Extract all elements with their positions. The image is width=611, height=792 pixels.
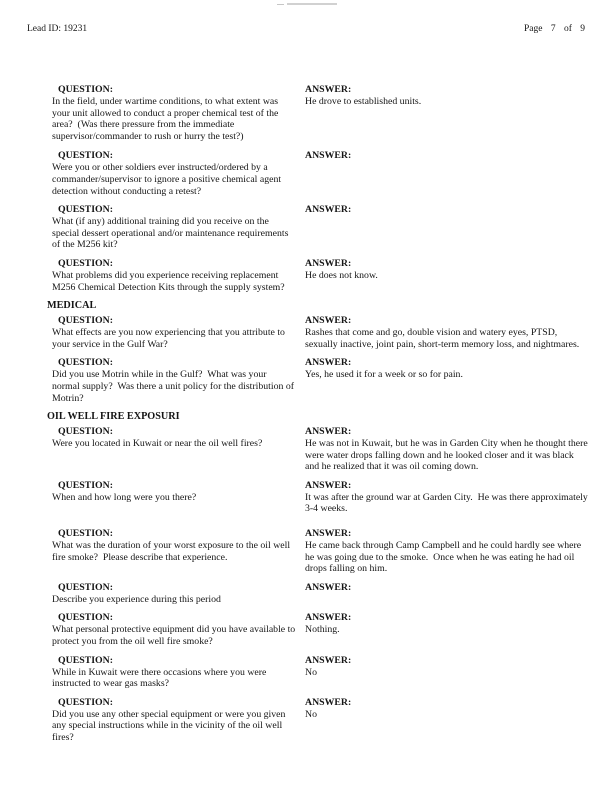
question-block xyxy=(52,204,302,251)
answer-text: No xyxy=(305,666,317,678)
answer-text: Nothing. xyxy=(305,624,340,636)
question-label: QUESTION: xyxy=(58,479,113,491)
question-block xyxy=(52,426,302,450)
answer-label: ANSWER: xyxy=(305,257,352,269)
answer-label: ANSWER: xyxy=(305,426,352,438)
answer-label: ANSWER: xyxy=(305,479,352,491)
answer-block xyxy=(305,655,591,679)
question-text: What (if any) additional training did you receive on the special dessert operational and/or maintenance requirements of the M256 kit? xyxy=(52,216,291,251)
answer-label: ANSWER: xyxy=(305,581,352,593)
answer-block xyxy=(305,315,591,350)
section-heading: MEDICAL xyxy=(47,300,97,312)
question-text: Describe you experience during this period xyxy=(52,593,221,605)
answer-block xyxy=(305,528,591,575)
answer-block xyxy=(305,612,591,636)
question-label: QUESTION: xyxy=(58,357,113,369)
question-text: Were you or other soldiers ever instructed/ordered by a commander/supervisor to ignore a positive chemical agent detection without conducting a retest? xyxy=(52,162,284,197)
answer-block xyxy=(305,357,591,381)
answer-label: ANSWER: xyxy=(305,204,352,216)
question-block xyxy=(52,150,302,197)
qa-row xyxy=(52,612,591,647)
question-text: What effects are you now experiencing that you attribute to your service in the Gulf War? xyxy=(52,327,288,350)
answer-label: ANSWER: xyxy=(305,612,352,624)
question-label: QUESTION: xyxy=(58,257,113,269)
qa-row xyxy=(52,697,591,744)
question-label: QUESTION: xyxy=(58,150,113,162)
qa-row xyxy=(52,528,591,575)
question-text: In the field, under wartime conditions, to what extent was your unit allowed to conduct a proper chemical test of the area? (Was there pressure from the immediate supervisor/commander to rush or hurry the test?) xyxy=(52,96,281,142)
answer-text: He does not know. xyxy=(305,269,378,281)
answer-block xyxy=(305,426,591,473)
answer-text: It was after the ground war at Garden City. He was there approximately 3-4 weeks. xyxy=(305,491,591,515)
qa-row xyxy=(52,315,591,350)
question-block xyxy=(52,528,302,563)
answer-block xyxy=(305,150,591,162)
answer-label: ANSWER: xyxy=(305,150,352,162)
answer-label: ANSWER: xyxy=(305,696,352,708)
question-text: What personal protective equipment did you have available to protect you from the oil well fire smoke? xyxy=(52,624,298,648)
question-block xyxy=(52,357,302,404)
question-block xyxy=(52,315,302,350)
qa-row xyxy=(52,655,591,690)
answer-block xyxy=(305,258,591,282)
lead-id-label: Lead ID: 19231 xyxy=(27,24,88,34)
answer-text: No xyxy=(305,708,317,720)
qa-row xyxy=(52,258,591,293)
question-label: QUESTION: xyxy=(58,315,113,327)
qa-row xyxy=(52,84,591,142)
question-text: What was the duration of your worst exposure to the oil well fire smoke? Please describe that experience. xyxy=(52,540,293,563)
answer-label: ANSWER: xyxy=(305,315,352,327)
qa-row xyxy=(52,204,591,251)
scan-artifact-line xyxy=(287,3,337,5)
question-label: QUESTION: xyxy=(58,696,113,708)
page-number-label: Page 7 of 9 xyxy=(523,24,585,34)
answer-text: Rashes that come and go, double vision and watery eyes, PTSD, sexually inactive, joint pain, short-term memory loss, and nightmares. xyxy=(305,327,580,350)
question-label: QUESTION: xyxy=(58,204,113,216)
answer-label: ANSWER: xyxy=(305,357,352,369)
question-block xyxy=(52,258,302,293)
question-label: QUESTION: xyxy=(58,612,113,624)
answer-text: He was not in Kuwait, but he was in Garden City when he thought there were water drops falling down and he looked closer and it was black and he realized that it was oil coming down. xyxy=(305,438,591,473)
answer-text: Yes, he used it for a week or so for pain. xyxy=(305,369,463,381)
qa-row xyxy=(52,357,591,404)
document-header xyxy=(0,0,611,34)
question-block xyxy=(52,84,302,142)
question-block xyxy=(52,697,302,744)
qa-list xyxy=(0,84,611,744)
answer-text: He drove to established units. xyxy=(305,96,422,107)
question-text: What problems did you experience receiving replacement M256 Chemical Detection Kits through the supply system? xyxy=(52,269,285,293)
answer-block xyxy=(305,582,591,594)
qa-row xyxy=(52,582,591,606)
question-label: QUESTION: xyxy=(58,654,113,666)
qa-row xyxy=(52,480,591,515)
question-text: Were you located in Kuwait or near the oil well fires? xyxy=(52,438,263,450)
section-heading: OIL WELL FIRE EXPOSURI xyxy=(47,411,180,423)
question-label: QUESTION: xyxy=(58,84,113,95)
question-block xyxy=(52,582,302,606)
question-block xyxy=(52,612,302,647)
answer-text: He came back through Camp Campbell and he could hardly see where he was going due to the smoke. Once when he was eating he had oil drops falling on him. xyxy=(305,540,584,575)
question-label: QUESTION: xyxy=(58,426,113,438)
scan-artifact-dash xyxy=(277,4,284,5)
question-text: While in Kuwait were there occasions where you were instructed to wear gas masks? xyxy=(52,666,269,690)
qa-row xyxy=(52,426,591,473)
answer-label: ANSWER: xyxy=(305,654,352,666)
question-text: Did you use any other special equipment or were you given any special instructions while in the vicinity of the oil well fires? xyxy=(52,708,288,743)
question-label: QUESTION: xyxy=(58,581,113,593)
answer-block xyxy=(305,697,591,721)
answer-block xyxy=(305,84,591,108)
answer-label: ANSWER: xyxy=(305,528,352,540)
question-text: When and how long were you there? xyxy=(52,491,197,503)
question-block xyxy=(52,655,302,690)
qa-row xyxy=(52,150,591,197)
question-block xyxy=(52,480,302,504)
answer-block xyxy=(305,204,591,216)
answer-label: ANSWER: xyxy=(305,84,352,95)
question-text: Did you use Motrin while in the Gulf? What was your normal supply? Was there a unit policy for the distribution of Motrin? xyxy=(52,369,297,404)
question-label: QUESTION: xyxy=(58,528,113,540)
answer-block xyxy=(305,480,591,515)
